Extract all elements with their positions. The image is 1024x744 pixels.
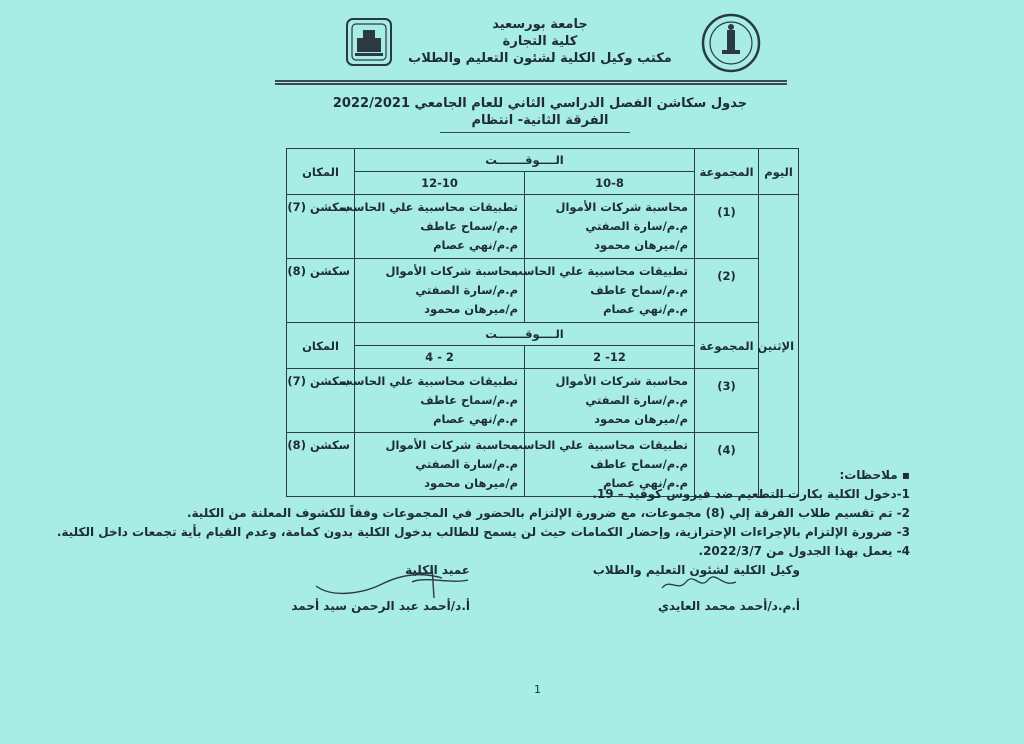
session-cell [525,369,695,433]
faculty-logo-icon [700,12,762,74]
day-cell: الإثنين [759,195,799,497]
vice-dean-name: أ.م.د/أحمد محمد العايدي [657,599,800,613]
course-name: تطبيقات محاسبية علي الحاسب [341,200,519,214]
course-name: تطبيقات محاسبية علي الحاسب [341,374,519,388]
instructor-name: م.م/نهي عصام [603,302,689,316]
schedule-table [286,148,799,497]
session-cell [355,259,525,323]
title-underline [440,132,630,133]
course-name: محاسبة شركات الأموال [385,438,519,452]
notes-heading: ▪ ملاحظات: [839,468,910,482]
course-name: تطبيقات محاسبية علي الحاسب [511,438,689,452]
instructor-name: م.م/سارة الصفتي [415,283,519,297]
course-name: تطبيقات محاسبية علي الحاسب [511,264,689,278]
document-title [330,95,750,129]
note-item: 1-دخول الكلية بكارت التطعيم ضد فيروس كوفيد – 19. [592,487,910,501]
faculty-name: كلية التجارة [502,34,578,49]
course-name: محاسبة شركات الأموال [385,264,519,278]
instructor-name: م.م/سماح عاطف [590,457,689,471]
course-name: محاسبة شركات الأموال [555,374,689,388]
place-cell: سكشن (8) [287,433,355,497]
office-name: مكتب وكيل الكلية لشئون التعليم والطلاب [408,51,672,66]
instructor-name: م/ميرهان محمود [424,302,519,316]
note-item: 3- ضرورة الإلتزام بالإجراءات الإحترازية، وإحضار الكمامات حيث لن يسمح للطالب بدخول الكلية بدون كمامة، وعدم القيام بأية تجمعات داخل الكلية. [56,525,910,539]
instructor-name: م.م/سماح عاطف [420,393,519,407]
header-group: المجموعة [695,149,759,195]
instructor-name: م.م/سارة الصفتي [415,457,519,471]
instructor-name: م.م/نهي عصام [433,412,519,426]
instructor-name: م/ميرهان محمود [594,238,689,252]
instructor-name: م/ميرهان محمود [424,476,519,490]
time-slot: 12- 2 [525,346,695,369]
title-line-1: جدول سكاشن الفصل الدراسي الثاني للعام الجامعي 2022/2021 [332,96,748,111]
course-name: محاسبة شركات الأموال [555,200,689,214]
group-cell: (1) [695,195,759,259]
signature-scribble-icon [660,574,740,594]
header-place: المكان [287,323,355,369]
header-divider [275,80,787,82]
page-number: 1 [534,683,541,696]
instructor-name: م.م/سارة الصفتي [585,393,689,407]
group-cell: (4) [695,433,759,497]
header-time: الــــوقـــــــت [355,149,695,172]
note-item: 2- تم تقسيم طلاب الفرقة إلي (8) مجموعات، مع ضرورة الإلتزام بالحضور في المجموعات وفقاً للكشوف المعلنة من الكلية. [186,506,910,520]
place-cell: سكشن (7) [287,369,355,433]
notes-section [56,466,910,561]
title-line-2: الفرقة الثانية- انتظام [471,113,609,128]
header-time: الــــوقـــــــت [355,323,695,346]
time-slot: 10-8 [525,172,695,195]
session-cell [511,259,695,323]
session-cell [341,369,525,433]
time-slot: 12-10 [355,172,525,195]
instructor-name: م.م/سارة الصفتي [585,219,689,233]
place-cell: سكشن (8) [287,259,355,323]
header-group: المجموعة [695,323,759,369]
document-header [380,16,700,67]
session-cell [525,195,695,259]
instructor-name: م.م/سماح عاطف [420,219,519,233]
session-cell [341,195,525,259]
header-place: المكان [287,149,355,195]
header-day: اليوم [759,149,799,195]
instructor-name: م.م/نهي عصام [433,238,519,252]
group-cell: (3) [695,369,759,433]
place-cell: سكشن (7) [287,195,355,259]
dean-name: أ.د/أحمد عبد الرحمن سيد أحمد [291,599,470,613]
instructor-name: م.م/نهي عصام [603,476,689,490]
instructor-name: م.م/سماح عاطف [590,283,689,297]
header-divider-2 [275,83,787,85]
vice-dean-title: وكيل الكلية لشئون التعليم والطلاب [592,563,800,577]
group-cell: (2) [695,259,759,323]
note-item: 4- يعمل بهذا الجدول من 2022/3/7. [698,544,910,558]
time-slot: 2 - 4 [355,346,525,369]
signature-scribble-icon [312,564,472,600]
instructor-name: م/ميرهان محمود [594,412,689,426]
university-name: جامعة بورسعيد [492,17,588,32]
dean-title: عميد الكلية [405,563,470,577]
